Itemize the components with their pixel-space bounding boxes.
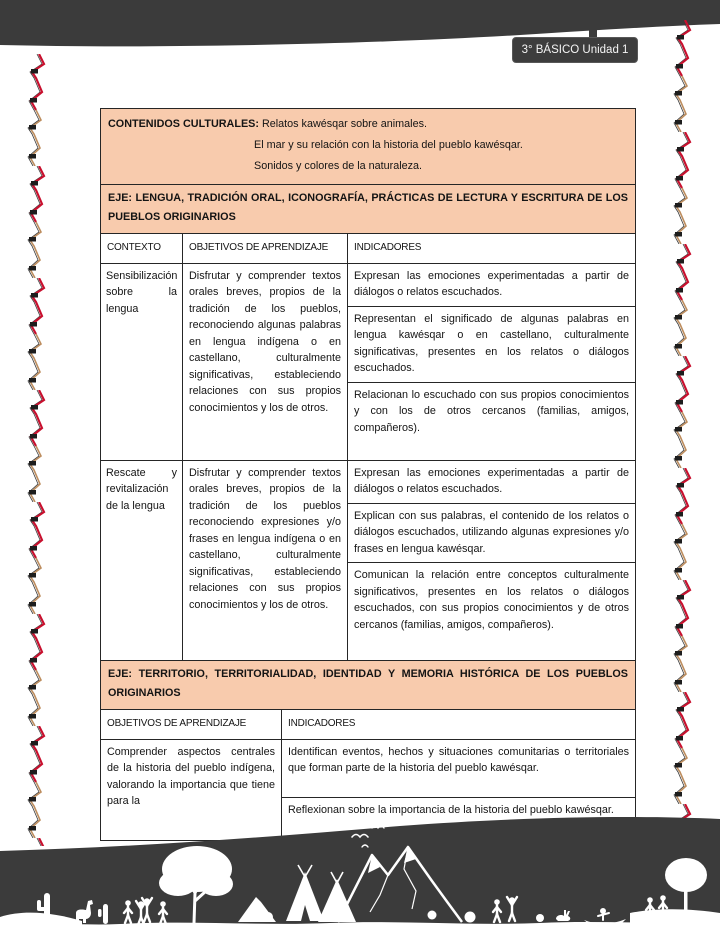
cultural-contents-item: Relatos kawésqar sobre animales. [261, 118, 427, 130]
indicador-cell: Explican con sus palabras, el contenido de los relatos o diálogos escuchados, utilizando algunas expresiones y/o frases en lengua kawésqar. [348, 504, 635, 564]
contexto-cell: Rescate y revitalización de la lengua [101, 461, 183, 661]
column-header-indicadores: INDICADORES [288, 718, 356, 729]
table-row [101, 263, 635, 460]
column-header-indicadores: INDICADORES [354, 242, 422, 253]
indicadores-cell-group [348, 264, 635, 460]
cultural-contents-line-1 [108, 114, 628, 135]
table-1-header-row [101, 233, 635, 263]
table-row [101, 460, 635, 661]
cultural-contents-row [101, 109, 635, 184]
table-2-header-row [101, 709, 635, 739]
footer-silhouette-art [0, 817, 720, 932]
right-zigzag-border-decoration [668, 20, 702, 820]
curriculum-table [100, 108, 636, 841]
cultural-contents-label: CONTENIDOS CULTURALES: [108, 118, 259, 130]
column-header-objetivos: OBJETIVOS DE APRENDIZAJE [183, 234, 348, 263]
objetivo-cell: Comprender aspectos centrales de la historia del pueblo indígena, valorando la importancia que tiene para la [101, 740, 282, 840]
column-header-objetivos: OBJETIVOS DE APRENDIZAJE [101, 710, 282, 739]
indicador-cell: Relacionan lo escuchado con sus propios conocimientos y con los de otros cercanos (familias, amigos, compañeros). [354, 388, 629, 434]
objetivo-cell: Disfrutar y comprender textos orales breves, propios de la tradición de los pueblos reconociendo expresiones y/o frases en lengua indígena o en castellano, culturalmente significativas, estableciendo relaciones con sus propios conocimientos y los de otros. [183, 461, 348, 661]
eje-1-header: EJE: LENGUA, TRADICIÓN ORAL, ICONOGRAFÍA, PRÁCTICAS DE LECTURA Y ESCRITURA DE LOS PUEBLOS ORIGINARIOS [101, 184, 635, 233]
unit-badge-label: 3° BÁSICO Unidad 1 [521, 44, 629, 56]
indicador-cell: Reflexionan sobre la importancia de la historia del pueblo kawésqar. [288, 803, 614, 816]
indicador-cell: Expresan las emociones experimentadas a partir de diálogos o relatos escuchados. [348, 461, 635, 504]
left-zigzag-border-decoration [22, 54, 56, 846]
indicador-cell: Comunican la relación entre conceptos culturalmente significativos, presentes en los relatos o diálogos escuchados, con sus propios conocimientos y de otros cercanos (familias, amigos, compañeros). [354, 569, 629, 631]
cultural-contents-item: El mar y su relación con la historia del pueblo kawésqar. [254, 139, 523, 151]
cultural-contents-item: Sonidos y colores de la naturaleza. [254, 160, 423, 172]
indicador-cell: Identifican eventos, hechos y situaciones comunitarias o territoriales que forman parte de la historia del pueblo kawésqar. [282, 740, 635, 798]
column-header-contexto: CONTEXTO [101, 234, 183, 263]
indicador-cell: Expresan las emociones experimentadas a partir de diálogos o relatos escuchados. [348, 264, 635, 307]
eje-2-header: EJE: TERRITORIO, TERRITORIALIDAD, IDENTIDAD Y MEMORIA HISTÓRICA DE LOS PUEBLOS ORIGINARIOS [101, 660, 635, 709]
contexto-cell: Sensibilización sobre la lengua [101, 264, 183, 460]
indicadores-cell-group [348, 461, 635, 661]
unit-badge [512, 37, 638, 63]
objetivo-cell: Disfrutar y comprender textos orales breves, propios de la tradición de los pueblos, reconociendo algunas palabras en lengua indígena o en castellano, culturalmente significativas, estableciendo relaciones con sus propios conocimientos y los de otros. [183, 264, 348, 460]
indicador-cell: Representan el significado de algunas palabras en lengua kawésqar o en castellano, culturalmente significativas, presentes en los relatos o diálogos escuchados. [348, 307, 635, 383]
